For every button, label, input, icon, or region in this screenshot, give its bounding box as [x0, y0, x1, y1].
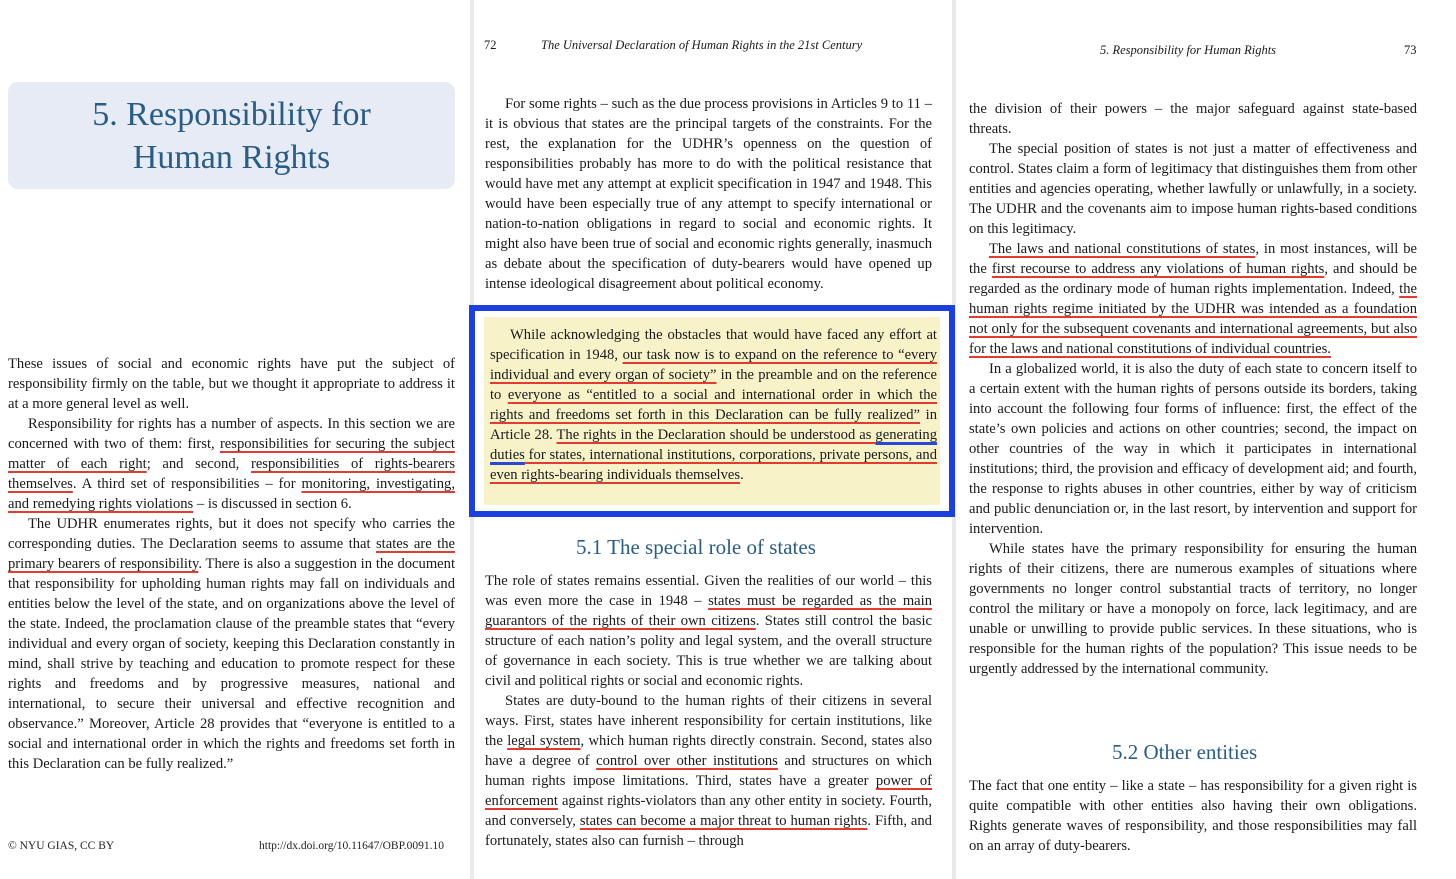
left-page [0, 0, 470, 879]
paragraph: In a globalized world, it is also the duty of each state to concern itself to a certain extent with the human rights of persons outside its borders, taking into account the following four forms of influence: first, the effect of the state’s own policies and actions on other countries; second, the impact on other countries of the way in which it participates in international institutions; third, the provision and efficacy of development aid; and fourth, the response to rights abuses in other countries, either by way of criticism and public denunciation or, in the last resort, by intervention and support for intervention. [969, 361, 1417, 537]
page-number: 72 [484, 38, 497, 52]
footer-doi-link[interactable]: http://dx.doi.org/10.11647/OBP.0091.10 [259, 840, 444, 852]
right-body-text-bottom [969, 776, 1417, 856]
right-body-text [969, 99, 1417, 679]
section-heading-5-1: 5.1 The special role of states [576, 535, 816, 559]
paragraph: The fact that one entity – like a state – has responsibility for a given right is quite compatible with other entities also having their own obligations. Rights generate waves of responsibility, and those responsibilities may fall on an array of duty-bearers. [969, 778, 1417, 854]
paragraph: the division of their powers – the major safeguard against state-based threats. [969, 101, 1417, 137]
paragraph: Responsibility for rights has a number of aspects. In this section we are concerned with two of them: first, responsibilities for securing the subject matter of each right; and second, responsibilities of rights-bearers themselves. A third set of responsibilities – for monitoring, investigating, and remedying rights violations – is discussed in section 6. [8, 416, 456, 512]
left-body-text [8, 354, 455, 774]
section-heading-5-2: 5.2 Other entities [1112, 740, 1258, 764]
paragraph: States are duty-bound to the human rights of their citizens in several ways. First, states have inherent responsibility for certain institutions, like the legal system, which human rights directly constrain. Second, states also have a degree of control over other institutions and structures on which human rights impose limitations. Third, states have a greater power of enforcement against rights-violators than any other entity in society. Fourth, and conversely, states can become a major threat to human rights. Fifth, and fortunately, states also can furnish – through [485, 693, 932, 849]
chapter-title [8, 82, 455, 189]
paragraph: The special position of states is not just a matter of effectiveness and control. States claim a form of legitimacy that distinguishes them from other entities and agencies operating, whether lawfully or unlawfully, in a society. The UDHR and the covenants aim to impose human rights-based conditions on this legitimacy. [969, 141, 1417, 237]
right-page [956, 0, 1456, 879]
paragraph: The role of states remains essential. Given the realities of our world – this was even more the case in 1948 – states must be regarded as the main guarantors of the rights of their own citizens. States still control the basic structure of each nation’s polity and legal system, and the overall structure of governance in each society. This is true whether we are talking about civil and political rights or social and economic rights. [485, 573, 932, 689]
paragraph: While states have the primary responsibility for ensuring the human rights of their citizens, there are numerous examples of situations where governments no longer control substantial tracts of territory, no longer control the military or have a monopoly on force, lack legitimacy, and are unable or unwilling to provide public services. In these situations, who is responsible for the human rights of the population? This issue needs to be urgently addressed by the international community. [969, 541, 1417, 677]
running-head: The Universal Declaration of Human Rights in the 21st Century [541, 38, 863, 52]
page-number: 73 [1404, 43, 1417, 57]
highlight-text [490, 325, 937, 485]
running-head: 5. Responsibility for Human Rights [1100, 43, 1277, 57]
highlighted-passage [484, 317, 940, 505]
paragraph: While acknowledging the obstacles that would have faced any effort at specification in 1948, our task now is to expand on the reference to “every individual and every organ of society” in the preamble and on the reference to everyone as “entitled to a social and international order in which the rights and freedoms set forth in this Declaration can be fully realized” in Article 28. The rights in the Declaration should be understood as generating duties for states, international institutions, corporations, private persons, and even rights-bearing individuals themselves. [490, 327, 938, 483]
paragraph: These issues of social and economic rights have put the subject of responsibility firmly on the table, but we thought it appropriate to address it at a more general level as well. [8, 356, 455, 412]
chapter-title-line-1: 5. Responsibility for [92, 96, 371, 133]
paragraph: The laws and national constitutions of states, in most instances, will be the first recourse to address any violations of human rights, and should be regarded as the ordinary mode of human rights implementation. Indeed, the human rights regime initiated by the UDHR was intended as a foundation not only for the subsequent covenants and international agreements, but also for the laws and national constitutions of individual countries. [969, 241, 1417, 357]
footer-copyright: © NYU GIAS, CC BY [8, 840, 115, 852]
blue-underlined-term: generating duties [490, 427, 938, 463]
middle-body-text-top [485, 94, 932, 294]
middle-body-text-bottom [485, 571, 932, 851]
chapter-title-line-2: Human Rights [132, 139, 331, 176]
paragraph: For some rights – such as the due process provisions in Articles 9 to 11 – it is obvious that states are the principal targets of the constraints. For the rest, the explanation for the UDHR’s openness on the question of responsibilities probably has more to do with the political resistance that would have met any attempt at explicit specification in 1947 and 1948. This would have been especially true of any attempt to specify international or nation-to-nation obligations in regard to social and economic rights. It might also have been true of social and economic rights generally, inasmuch as debate about the specification of duty-bearers would have opened up intense ideological disagreement about political economy. [485, 96, 932, 292]
paragraph: The UDHR enumerates rights, but it does not specify who carries the corresponding duties. The Declaration seems to assume that states are the primary bearers of responsibility. There is also a suggestion in the document that responsibility for upholding human rights may fall on individuals and entities below the level of the state, and on organizations above the level of the state. Indeed, the proclamation clause of the preamble states that “every individual and every organ of society, keeping this Declaration constantly in mind, shall strive by teaching and education to promote respect for these rights and freedoms and by progressive measures, national and international, to secure their universal and effective recognition and observance.” Moreover, Article 28 provides that “everyone is entitled to a social and international order in which the rights and freedoms set forth in this Declaration can be fully realized.” [8, 516, 455, 772]
highlight-frame [469, 305, 955, 517]
